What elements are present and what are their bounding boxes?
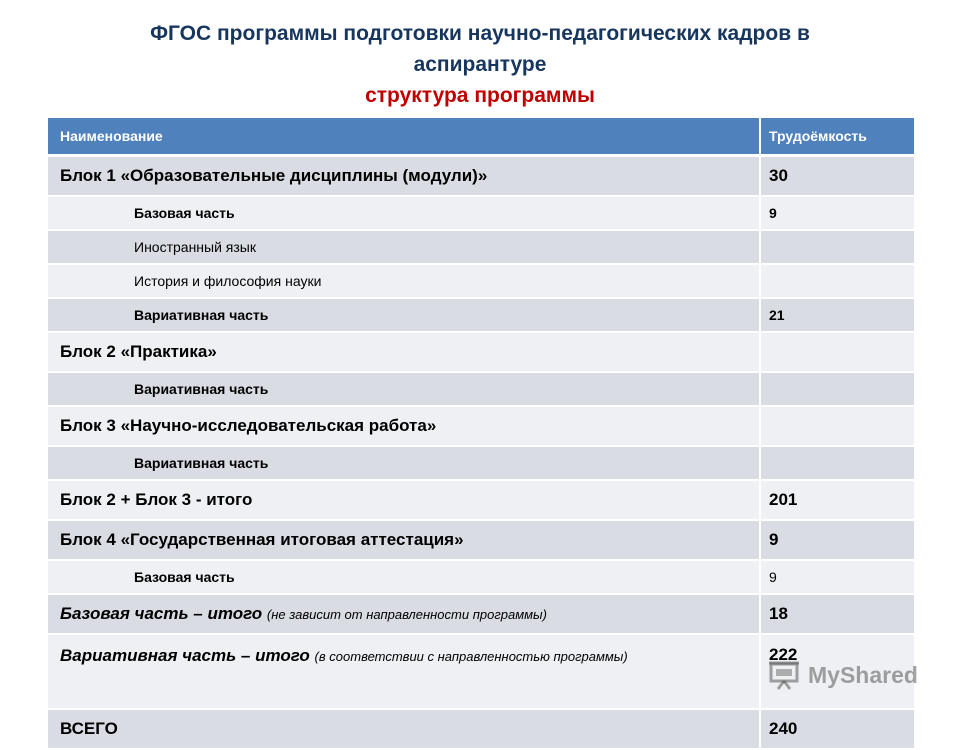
table-row-block-1 <box>48 157 914 197</box>
row-value <box>759 407 914 447</box>
table-row <box>48 373 914 407</box>
row-name: Вариативная часть – итого <box>60 646 310 665</box>
table-row <box>48 197 914 231</box>
row-name: Блок 2 «Практика» <box>48 333 759 373</box>
table-row <box>48 447 914 481</box>
row-value: 30 <box>759 157 914 197</box>
row-name: Базовая часть – итого <box>60 604 263 623</box>
slide-title-block <box>0 18 960 110</box>
row-value <box>759 447 914 481</box>
row-value <box>759 231 914 265</box>
row-name: Блок 1 «Образовательные дисциплины (модули)» <box>48 157 759 197</box>
table-row-block-2 <box>48 333 914 373</box>
row-name: Блок 4 «Государственная итоговая аттестация» <box>48 521 759 561</box>
presentation-board-icon <box>768 660 802 690</box>
row-name-cell <box>48 635 759 710</box>
table-row <box>48 265 914 299</box>
row-note: (не зависит от направленности программы) <box>266 607 547 622</box>
row-value: 9 <box>759 197 914 231</box>
row-value: 9 <box>759 521 914 561</box>
myshared-watermark <box>768 660 918 690</box>
table-row <box>48 561 914 595</box>
row-value: 21 <box>759 299 914 333</box>
row-value: 201 <box>759 481 914 521</box>
row-name: Иностранный язык <box>48 231 759 265</box>
row-value: 222 <box>759 635 914 710</box>
table-row-block-2-3-total <box>48 481 914 521</box>
row-name: Базовая часть <box>48 561 759 595</box>
row-name-cell <box>48 595 759 635</box>
row-name: История и философия науки <box>48 265 759 299</box>
table-row-grand-total <box>48 710 914 750</box>
slide-subtitle: структура программы <box>365 84 595 107</box>
table-row-block-3 <box>48 407 914 447</box>
table-row <box>48 231 914 265</box>
row-name: Вариативная часть <box>48 373 759 407</box>
column-header-workload: Трудоёмкость <box>759 118 914 157</box>
table-row-base-total <box>48 595 914 635</box>
watermark-text: MyShared <box>808 661 918 688</box>
table-row-block-4 <box>48 521 914 561</box>
program-structure-table <box>48 118 914 750</box>
row-value: 9 <box>759 561 914 595</box>
column-header-name: Наименование <box>48 118 759 157</box>
table-header-row <box>48 118 914 157</box>
row-name: Блок 2 + Блок 3 - итого <box>48 481 759 521</box>
row-value <box>759 373 914 407</box>
slide-title: ФГОС программы подготовки научно-педагогических кадров в аспирантуре <box>150 22 810 76</box>
row-value: 240 <box>759 710 914 750</box>
row-name: Базовая часть <box>48 197 759 231</box>
table-row <box>48 299 914 333</box>
row-name: Блок 3 «Научно-исследовательская работа» <box>48 407 759 447</box>
row-note: (в соответствии с направленностью программы) <box>314 649 628 664</box>
row-name: ВСЕГО <box>48 710 759 750</box>
row-value <box>759 333 914 373</box>
row-value <box>759 265 914 299</box>
row-name: Вариативная часть <box>48 447 759 481</box>
row-value: 18 <box>759 595 914 635</box>
row-name: Вариативная часть <box>48 299 759 333</box>
